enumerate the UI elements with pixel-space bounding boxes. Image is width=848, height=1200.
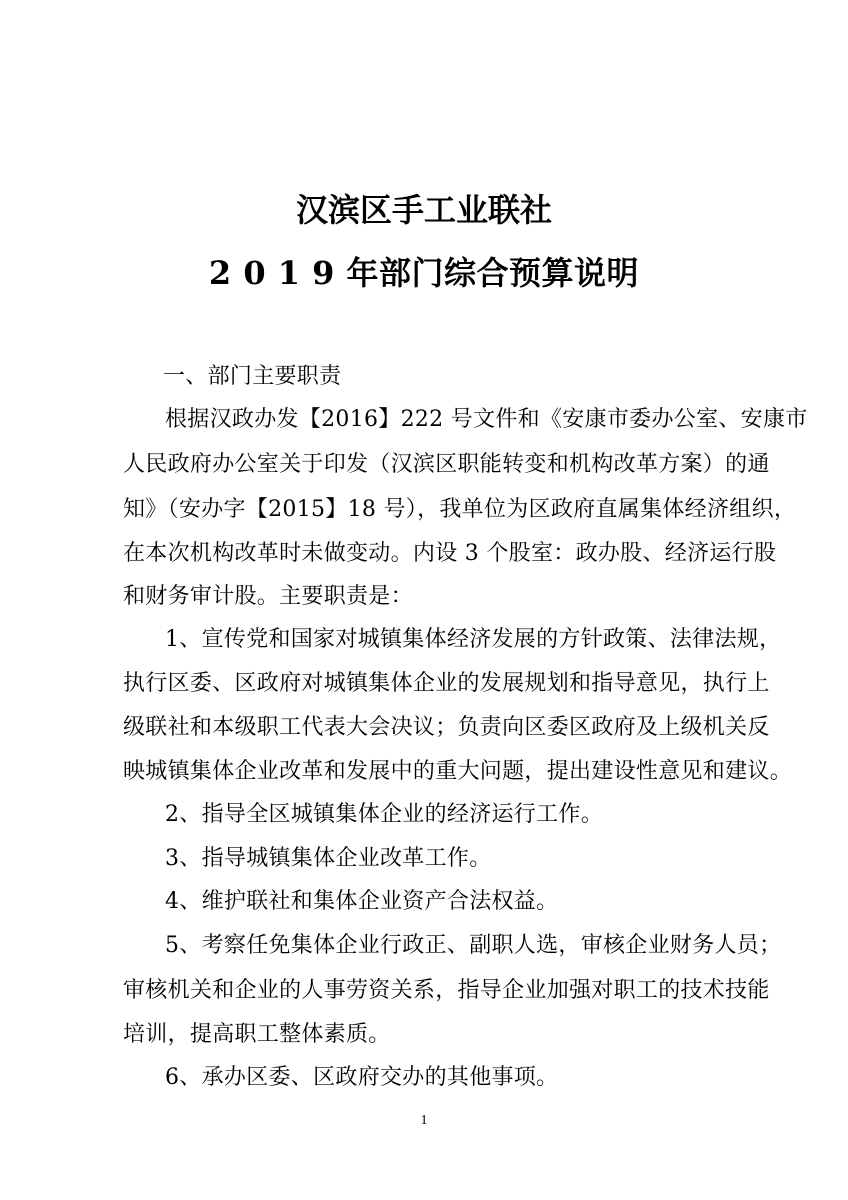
section-heading: 一、部门主要职责: [163, 364, 342, 389]
body-line: 在本次机构改革时未做变动。内设 3 个股室：政办股、经济运行股: [123, 541, 777, 566]
body-line: 级联社和本级职工代表大会决议；负责向区委区政府及上级机关反: [123, 715, 770, 740]
body-line: 3、指导城镇集体企业改革工作。: [165, 846, 492, 871]
body-line: 映城镇集体企业改革和发展中的重大问题，提出建设性意见和建议。: [123, 759, 793, 784]
body-line: 根据汉政办发【2016】222 号文件和《安康市委办公室、安康市: [165, 407, 808, 432]
body-line: 执行区委、区政府对城镇集体企业的发展规划和指导意见，执行上: [123, 671, 770, 696]
body-line: 知》（安办字【2015】18 号），我单位为区政府直属集体经济组织，: [123, 497, 797, 522]
document-subtitle: 2 0 1 9 年部门综合预算说明: [208, 254, 640, 292]
body-line: 4、维护联社和集体企业资产合法权益。: [165, 889, 559, 914]
page-number: 1: [420, 1113, 428, 1128]
body-line: 6、承办区委、区政府交办的其他事项。: [165, 1065, 559, 1090]
body-line: 5、考察任免集体企业行政正、副职人选，审核企业财务人员；: [165, 933, 782, 958]
body-line: 审核机关和企业的人事劳资关系，指导企业加强对职工的技术技能: [123, 978, 770, 1003]
document-title: 汉滨区手工业联社: [295, 191, 552, 229]
body-line: 培训，提高职工整体素质。: [123, 1022, 391, 1047]
body-line: 和财务审计股。主要职责是：: [123, 584, 413, 609]
body-line: 1、宣传党和国家对城镇集体经济发展的方针政策、法律法规，: [165, 627, 782, 652]
body-line: 2、指导全区城镇集体企业的经济运行工作。: [165, 802, 603, 827]
body-line: 人民政府办公室关于印发（汉滨区职能转变和机构改革方案）的通: [123, 452, 770, 477]
